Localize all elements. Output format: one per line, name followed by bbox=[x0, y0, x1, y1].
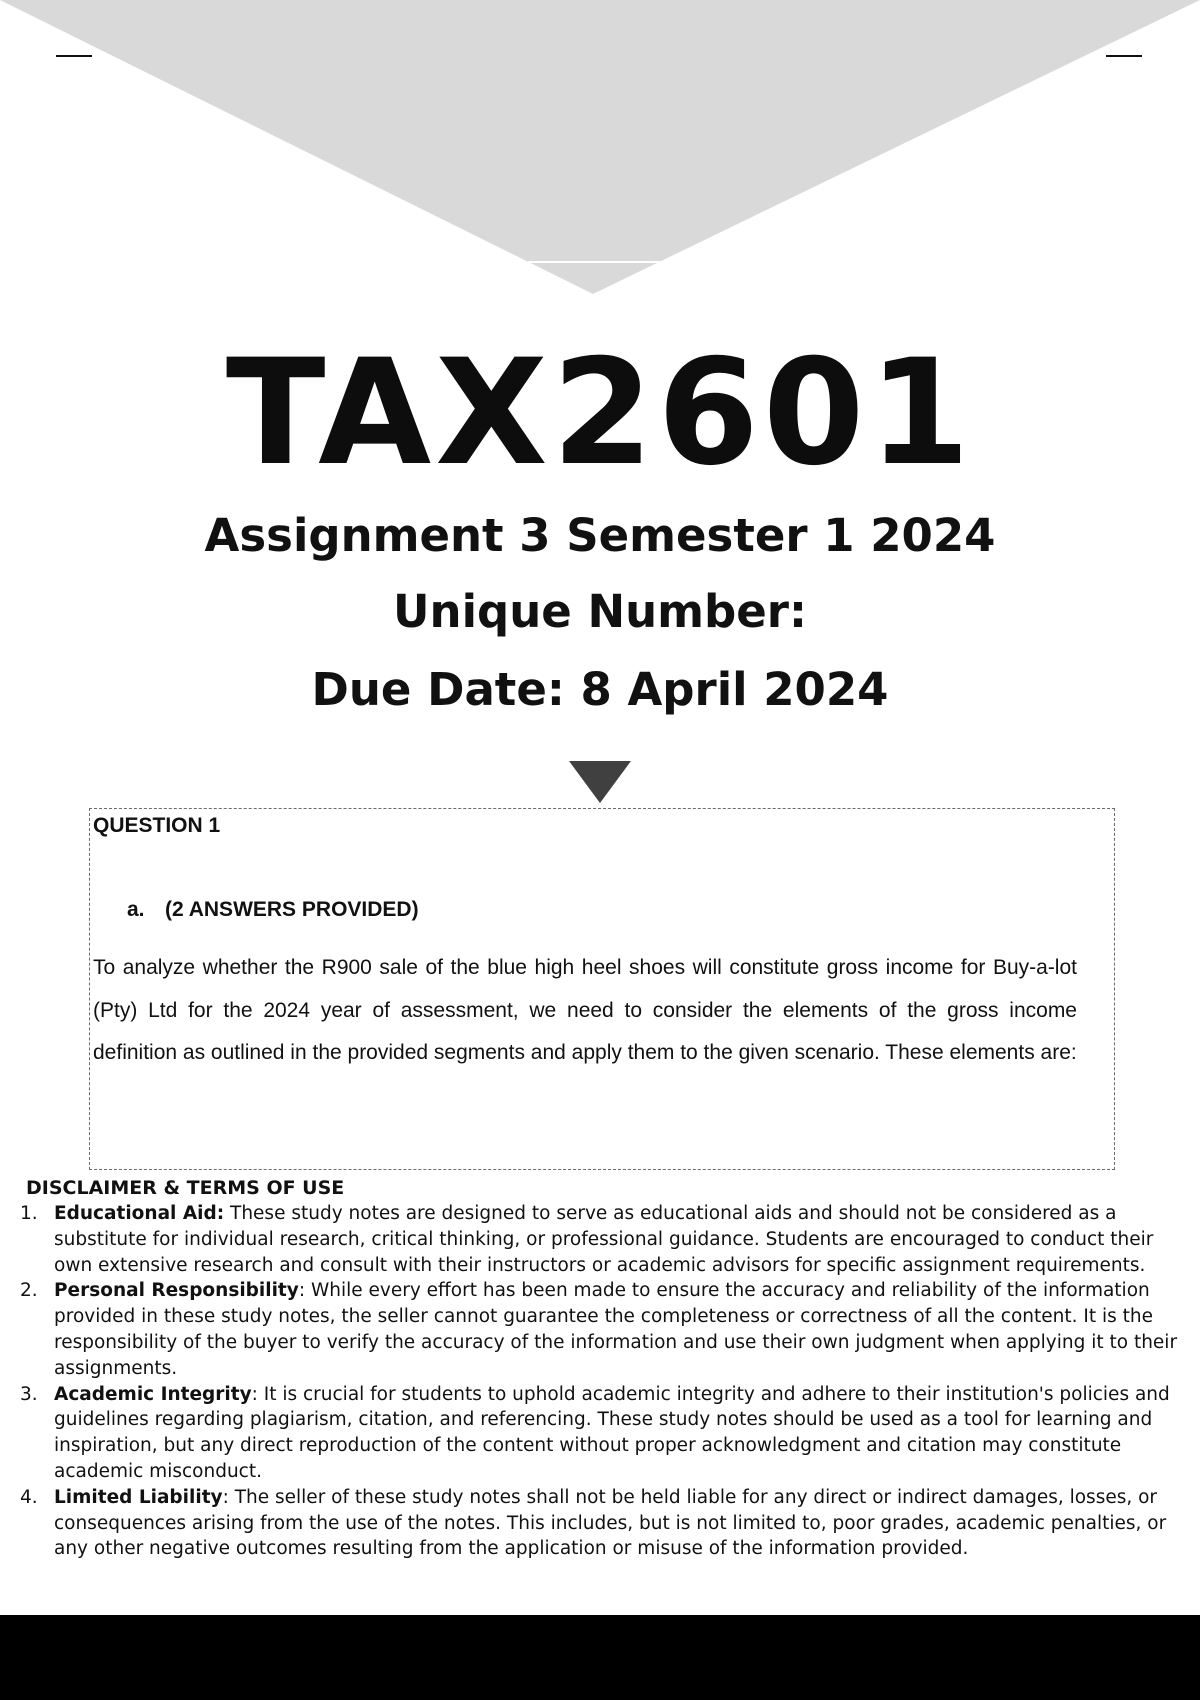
disclaimer-item-text: : The seller of these study notes shall not be held liable for any direct or indirect damages, losses, or consequences arising from the use of the notes. This includes, but is not limited to, poor grades, academic penalties, or any other negative outcomes resulting from the application or misuse of the information provided. bbox=[54, 1486, 1167, 1560]
disclaimer-item-limited-liability bbox=[20, 1485, 1184, 1562]
disclaimer-item-number: 1. bbox=[20, 1203, 38, 1224]
question-box bbox=[89, 808, 1115, 1170]
corner-mark-right bbox=[1106, 55, 1142, 57]
disclaimer-item-title: Academic Integrity bbox=[54, 1383, 252, 1405]
disclaimer-item-academic-integrity bbox=[20, 1382, 1184, 1485]
banner-chevron-shape bbox=[0, 0, 1200, 294]
disclaimer-section bbox=[20, 1175, 1184, 1562]
due-date-line: Due Date: 8 April 2024 bbox=[311, 663, 889, 716]
disclaimer-item-number: 3. bbox=[20, 1383, 38, 1405]
question-body-text: To analyze whether the R900 sale of the blue high heel shoes will constitute gross income for Buy-a-lot (Pty) Ltd for the 2024 year of assessment, we need to consider the elements of the gross income definition as outlined in the provided segments and apply them to the given scenario. These elements are: bbox=[93, 956, 1077, 1064]
disclaimer-item-title: Personal Responsibility bbox=[54, 1280, 299, 1302]
unique-number-line: Unique Number: bbox=[393, 585, 807, 638]
disclaimer-item-text: These study notes are designed to serve as educational aids and should not be considered as a substitute for individual research, critical thinking, or professional guidance. Students are encouraged to conduct their own extensive research and consult with their instructors or academic advisors for specific assignment requirements. bbox=[54, 1203, 1154, 1276]
disclaimer-item-title: Limited Liability bbox=[54, 1486, 223, 1508]
down-triangle-icon bbox=[569, 761, 631, 803]
question-heading: QUESTION 1 bbox=[93, 814, 221, 837]
disclaimer-heading: DISCLAIMER & TERMS OF USE bbox=[26, 1177, 345, 1199]
assignment-subtitle: Assignment 3 Semester 1 2024 bbox=[204, 509, 996, 562]
course-code-title: TAX2601 bbox=[225, 328, 975, 498]
disclaimer-item-personal-responsibility bbox=[20, 1278, 1184, 1381]
footer-bar bbox=[0, 1615, 1200, 1700]
subpart-label: (2 ANSWERS PROVIDED) bbox=[165, 898, 419, 921]
corner-mark-left bbox=[56, 55, 92, 57]
disclaimer-item-number: 4. bbox=[20, 1486, 38, 1508]
disclaimer-item-title: Educational Aid: bbox=[54, 1203, 225, 1224]
disclaimer-item-text: : It is crucial for students to uphold academic integrity and adhere to their institution's policies and guidelines regarding plagiarism, citation, and referencing. These study notes should be used as a tool for learning and inspiration, but any direct reproduction of the content without proper acknowledgment and citation may constitute academic misconduct. bbox=[54, 1383, 1170, 1482]
question-subpart bbox=[127, 895, 419, 925]
disclaimer-item-number: 2. bbox=[20, 1280, 38, 1302]
subpart-marker: a. bbox=[127, 898, 145, 921]
disclaimer-item-educational-aid bbox=[20, 1201, 1184, 1278]
disclaimer-item-text: : While every effort has been made to ensure the accuracy and reliability of the information provided in these study notes, the seller cannot guarantee the completeness or correctness of all the content. It is the responsibility of the buyer to verify the accuracy of the information and use their own judgment when applying it to their assignments. bbox=[54, 1280, 1178, 1379]
cover-banner-chevron bbox=[0, 0, 1200, 300]
disclaimer-list bbox=[20, 1201, 1184, 1562]
down-triangle-shape bbox=[569, 761, 631, 803]
